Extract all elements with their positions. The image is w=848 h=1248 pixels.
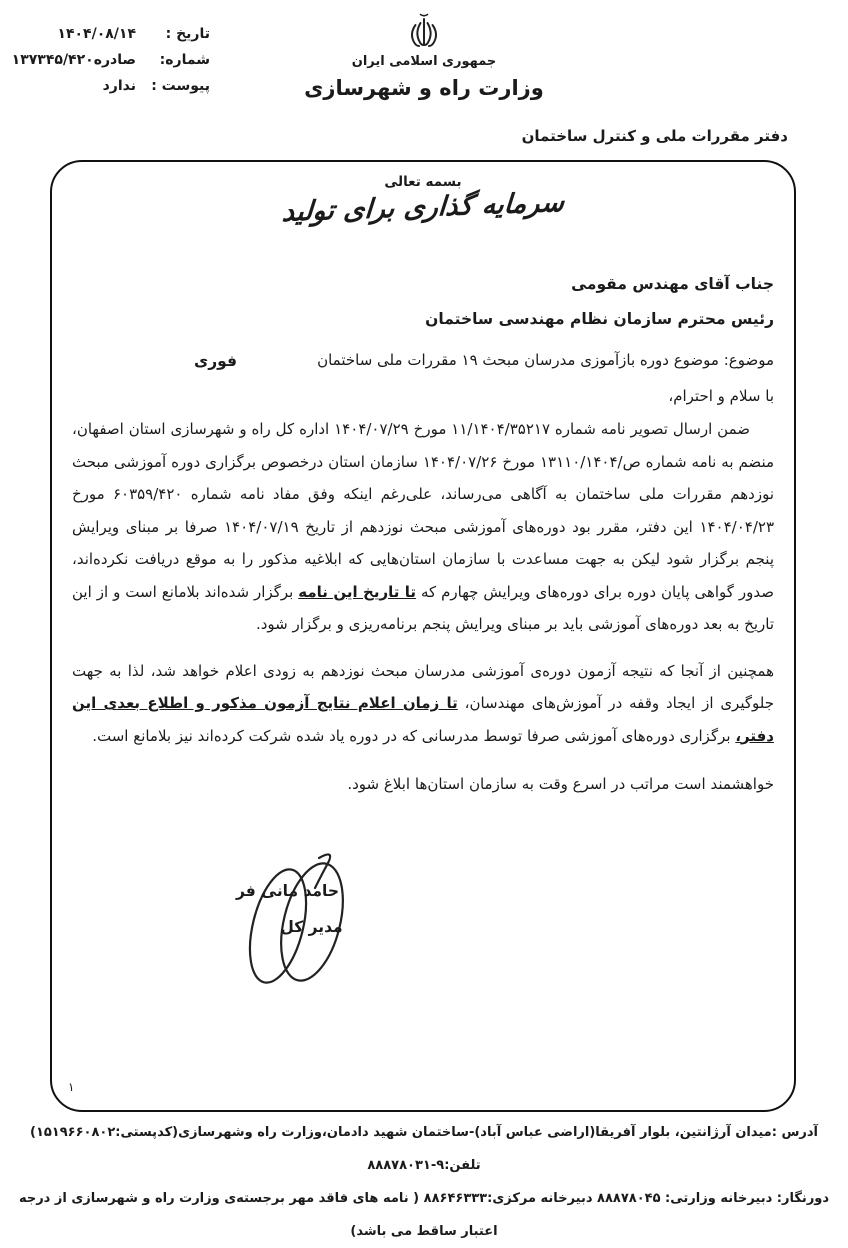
date-label: تاریخ : (165, 26, 210, 42)
country-title: جمهوری اسلامی ایران (351, 54, 497, 69)
body-paragraph-3: خواهشمند است مراتب در اسرع وقت به سازمان استان‌ها ابلاغ شود. (347, 775, 774, 793)
para2-text-c: برگزاری دوره‌های آموزشی صرفا توسط مدرسانی که در دوره یاد شده شرکت کرده‌اند نیز بلامانع است. (92, 726, 736, 745)
iran-emblem-icon (406, 12, 442, 56)
ministry-title: وزارت راه و شهرسازی (304, 76, 544, 100)
recipient-title: رئیس محترم سازمان نظام مهندسی ساختمان (425, 310, 774, 328)
para2-text-a: همچنین از آنجا که نتیجه آزمون دوره‌ی آموزشی مدرسان مبحث نوزدهم به زودی اعلام خواهد شد، لذا به جهت جلوگیری از ایجاد وقفه در آموزش‌های مهندسان، (72, 661, 774, 712)
signer-name: حامد مانی فر (235, 882, 340, 900)
signer-title: مدیر کل (280, 918, 343, 936)
letter-body-box (50, 160, 796, 1112)
number-value: صادره۱۳۷۳۴۵/۴۲۰ (11, 52, 136, 68)
footer-fax-line: دورنگار: دبیرخانه وزارتی: ۸۸۸۷۸۰۴۵ دبیرخانه مرکزی:۸۸۶۴۶۳۳۳ ( نامه های فاقد مهر برجسته‌ی وزارت راه و شهرسازی از درجه اعتبار ساقط می باشد) (18, 1191, 830, 1239)
besmele-line: بسمه تعالی (384, 174, 462, 190)
para1-text-a: ضمن ارسال تصویر نامه شماره ۱۱/۱۴۰۴/۳۵۲۱۷ مورخ ۱۴۰۴/۰۷/۲۹ اداره کل راه و شهرسازی استان اصفهان، منضم به نامه شماره ص/۱۳۱۱۰/۱۴۰۴ مورخ ۱۴۰۴/۰۷/۲۶ سازمان استان درخصوص برگزاری دوره آموزشی مبحث نوزدهم مقررات ملی ساختمان به آگاهی می‌رساند، علی‌رغم اینکه وفق مفاد نامه شماره ۶۰۳۵۹/۴۲۰ مورخ ۱۴۰۴/۰۴/۲۳ این دفتر، مقرر بود دوره‌های آموزشی مبحث نوزدهم از تاریخ ۱۴۰۴/۰۷/۱۹ صرفا بر مبنای ویرایش پنجم برگزار شود لیکن به جهت مساعدت با سازمان استان‌هایی که ابلاغیه مذکور را به موقع دریافت نکرده‌اند، صدور گواهی پایان دوره برای دوره‌های ویرایش چهارم که (72, 420, 774, 601)
salutation-line: با سلام و احترام، (668, 387, 774, 405)
meta-date-row (20, 26, 210, 42)
subject-line: موضوع: موضوع دوره بازآموزی مدرسان مبحث ۱۹ مقررات ملی ساختمان (317, 351, 774, 369)
recipient-block (72, 267, 774, 337)
date-value: ۱۴۰۴/۰۸/۱۴ (57, 26, 136, 42)
body-paragraph-2 (72, 655, 774, 753)
para2-emphasis: تا زمان اعلام نتایج آزمون مذکور و اطلاع بعدی این دفتر، (72, 694, 774, 745)
para1-emphasis: تا تاریخ این نامه (298, 582, 417, 601)
urgency-stamp: فوری (194, 352, 237, 370)
office-title: دفتر مقررات ملی و کنترل ساختمان (521, 127, 788, 145)
para1-text-c: برگزار شده‌اند بلامانع است و از این تاریخ به بعد دوره‌های آموزشی باید بر مبنای ویرایش پنجم برنامه‌ریزی و برگزار شود. (72, 582, 774, 633)
signature-block (170, 850, 405, 936)
footer-address-line: آدرس :میدان آرژانتین، بلوار آفریقا(اراضی عباس آباد)-ساختمان شهید دادمان،وزارت راه وشهرسازی(کدپستی:۱۵۱۹۶۶۰۸۰۲) تلفن:۹-۸۸۸۷۸۰۳۱ (29, 1125, 819, 1173)
page-number: ۱ (68, 1080, 75, 1094)
number-label: شماره: (159, 52, 210, 68)
subject-row (72, 345, 774, 375)
footer-block (0, 1116, 848, 1248)
attachment-value: ندارد (102, 78, 136, 94)
body-paragraph-1 (72, 413, 774, 641)
year-slogan-text: سرمایه گذاری برای تولید (280, 187, 566, 228)
attachment-label: پیوست : (151, 78, 210, 94)
recipient-name: جناب آقای مهندس مقومی (571, 275, 774, 293)
